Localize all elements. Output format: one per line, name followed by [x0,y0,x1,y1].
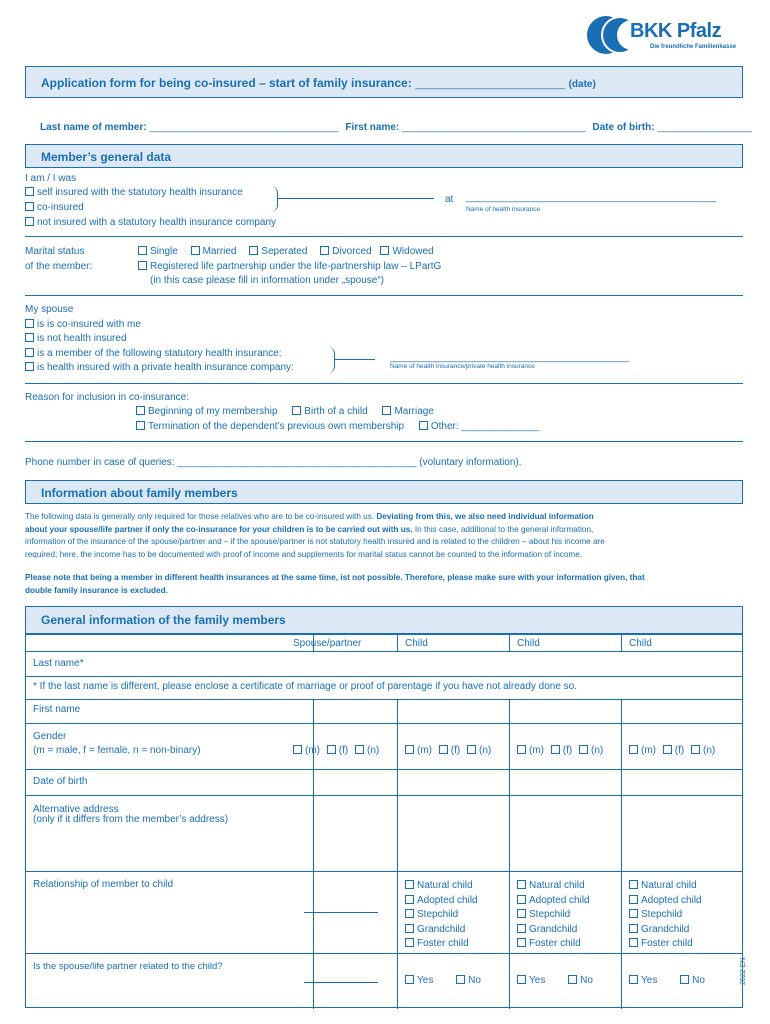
spouse-related-blank [304,982,378,983]
option-not-insured[interactable]: not insured with a statutory health insurance company [25,217,276,228]
checkbox[interactable] [629,880,638,889]
general-data-header [25,144,743,168]
reason-heading: Reason for inclusion in co-insurance: [25,392,189,403]
row-label-first-name: First name [33,704,81,715]
checkbox[interactable] [25,362,34,371]
checkbox-yes[interactable] [629,975,638,984]
family-members-table [25,634,743,1008]
checkbox-n[interactable] [355,745,364,754]
spouse-relationship-blank [304,912,378,913]
phone-label: Phone number in case of queries: [25,457,175,468]
row-label-related: Is the spouse/life partner related to the child? [33,961,223,972]
row-label-relationship: Relationship of member to child [33,879,174,890]
option-co-insured[interactable]: co-insured [25,202,84,213]
checkbox[interactable] [191,246,200,255]
checkbox-n[interactable] [467,745,476,754]
checkbox[interactable] [25,348,34,357]
first-name-label: First name: [345,122,400,133]
row-label-gender: Gender [33,731,67,742]
bracket-line [278,198,434,199]
checkbox[interactable] [138,246,147,255]
related-options-child-2: Yes No [517,975,593,986]
checkbox-m[interactable] [517,745,526,754]
start-date-field[interactable]: ___________________________ [415,79,566,90]
gender-options-spouse: (m) (f) (n) [293,745,379,756]
relationship-options-child-2: Natural child Adopted child Stepchild Grandchild Foster child [517,879,590,952]
checkbox-m[interactable] [293,745,302,754]
gender-options-child-3: (m) (f) (n) [629,745,715,756]
checkbox-no[interactable] [456,975,465,984]
related-options-child-1: Yes No [405,975,481,986]
member-last-name-field[interactable]: __________________________________ [149,122,339,133]
checkbox-f[interactable] [551,745,560,754]
divider [25,441,743,442]
checkbox[interactable] [629,924,638,933]
logo-text: BKK Pfalz [630,20,722,42]
row-label-alt-address-note: (only if it differs from the member’s address) [33,814,229,825]
checkbox[interactable] [405,938,414,947]
divider [25,295,743,296]
checkbox-f[interactable] [663,745,672,754]
family-table-heading: General information of the family members [41,613,286,627]
checkbox[interactable] [292,406,301,415]
checkbox[interactable] [136,406,145,415]
form-code: 2022 EN [740,957,747,985]
checkbox[interactable] [517,880,526,889]
checkbox-m[interactable] [405,745,414,754]
checkbox-yes[interactable] [517,975,526,984]
reason-beginning-membership[interactable]: Beginning of my membership [136,406,278,417]
last-name-label: Last name of member: [40,122,147,133]
checkbox[interactable] [25,217,34,226]
checkbox[interactable] [405,909,414,918]
family-info-heading: Information about family members [41,486,238,500]
option-life-partnership[interactable]: Registered life partnership under the life-partnership law – LPartG [138,261,441,272]
checkbox[interactable] [517,909,526,918]
marital-status-label: Marital status [25,246,85,257]
column-header-spouse: Spouse/partner [293,638,362,649]
reason-other[interactable]: Other: [419,421,459,432]
divider [25,383,743,384]
checkbox[interactable] [136,421,145,430]
checkbox-yes[interactable] [405,975,414,984]
option-single[interactable]: Single [138,246,178,257]
reason-marriage[interactable]: Marriage [382,406,433,417]
option-married[interactable]: Married [191,246,237,257]
spouse-insurance-caption: Name of health insurance/private health insurance [390,363,535,370]
date-label: (date) [568,79,596,90]
column-header-child-3: Child [629,638,652,649]
spouse-option-co-insured[interactable]: is is co-insured with me [25,319,141,330]
phone-field[interactable]: ___________________________________________ [177,457,417,468]
checkbox[interactable] [405,880,414,889]
checkbox-f[interactable] [327,745,336,754]
option-widowed[interactable]: Widowed [380,246,433,257]
checkbox[interactable] [419,421,428,430]
health-insurance-caption: Name of health insurance [466,206,541,213]
checkbox-f[interactable] [439,745,448,754]
phone-note: (voluntary information). [419,457,522,468]
form-title [41,76,596,90]
checkbox[interactable] [629,938,638,947]
option-seperated[interactable]: Seperated [249,246,307,257]
checkbox[interactable] [320,246,329,255]
row-label-gender-legend: (m = male, f = female, n = non-binary) [33,745,201,756]
spouse-option-not-insured[interactable]: is not health insured [25,333,127,344]
column-header-child-1: Child [405,638,428,649]
checkbox-n[interactable] [691,745,700,754]
checkbox[interactable] [25,187,34,196]
gender-options-child-1: (m) (f) (n) [405,745,491,756]
checkbox[interactable] [629,895,638,904]
family-table-header [25,606,743,634]
checkbox-n[interactable] [579,745,588,754]
checkbox[interactable] [405,895,414,904]
form-title-text: Application form for being co-insured – start of family insurance: [41,76,412,90]
checkbox-m[interactable] [629,745,638,754]
reason-options-row-2 [136,421,539,432]
at-label: at [445,194,454,205]
double-insurance-note: Please note that being a member in different health insurances at the same time, ist not possible. Therefore, please make sure with your information given, that double family insurance is excluded. [25,573,645,595]
row-label-dob: Date of birth [33,776,88,787]
spouse-option-statutory[interactable]: is a member of the following statutory health insurance: [25,348,282,359]
spouse-option-private[interactable]: is health insured with a private health insurance company: [25,362,294,373]
checkbox[interactable] [405,924,414,933]
checkbox[interactable] [249,246,258,255]
marital-status-label-2: of the member: [25,261,93,272]
i-am-label: I am / I was [25,173,77,184]
spouse-insurance-field[interactable]: ___________________________________________ [390,352,630,363]
marital-options [138,246,434,257]
row-label-alt-address: Alternative address [33,804,119,815]
checkbox[interactable] [25,319,34,328]
reason-other-field[interactable]: ______________ [461,421,540,432]
member-first-name-field[interactable]: _________________________________ [402,122,586,133]
member-dob-field[interactable]: _________________ [657,122,752,133]
row-label-last-name: Last name* [33,658,84,669]
checkbox[interactable] [517,895,526,904]
column-header-child-2: Child [517,638,540,649]
relationship-options-child-1: Natural child Adopted child Stepchild Grandchild Foster child [405,879,478,952]
gender-options-child-2: (m) (f) (n) [517,745,603,756]
divider [25,236,743,237]
checkbox[interactable] [380,246,389,255]
checkbox[interactable] [517,924,526,933]
bracket-line [335,359,375,360]
partnership-note: (in this case please fill in information under „spouse“) [150,275,384,286]
reason-birth-of-child[interactable]: Birth of a child [292,406,367,417]
dob-label: Date of birth: [592,122,655,133]
general-data-heading: Member’s general data [41,150,172,164]
member-line [40,122,752,133]
checkbox[interactable] [629,909,638,918]
checkbox[interactable] [25,202,34,211]
health-insurance-name-field[interactable]: _____________________________________________ [466,192,717,203]
option-divorced[interactable]: Divorced [320,246,371,257]
last-name-footnote: * If the last name is different, please enclose a certificate of marriage or proof of parentage if you have not already done so. [33,681,578,692]
related-options-child-3: Yes No [629,975,705,986]
option-self-insured[interactable]: self insured with the statutory health insurance [25,187,243,198]
checkbox-no[interactable] [680,975,689,984]
phone-line [25,457,522,468]
family-info-header [25,480,743,504]
reason-options-row-1 [136,406,434,417]
checkbox[interactable] [382,406,391,415]
family-info-paragraph: The following data is generally only required for those relatives who are to be co-insured with us. Deviating from this, we also need individual information about your spouse/life partner if only the co-insurance for your children is to be carried out with us. In this case, additional to the general information, information of the insurance of the spouse/partner and – if the spouse/partner is not statutory health insured and is related to the children – about his income are required; here, the income has to be documented with proof of income and supplements for marital status cannot be counted to the information of income. [25,512,605,559]
bracket [270,186,278,212]
title-box [25,66,743,98]
reason-termination[interactable]: Termination of the dependent’s previous own membership [136,421,404,432]
checkbox[interactable] [138,261,147,270]
checkbox-no[interactable] [568,975,577,984]
checkbox[interactable] [517,938,526,947]
relationship-options-child-3: Natural child Adopted child Stepchild Grandchild Foster child [629,879,702,952]
spouse-heading: My spouse [25,304,74,315]
bracket [327,347,335,373]
logo-tagline: Die freundliche Familienkasse [650,44,737,50]
bkk-pfalz-logo [586,14,746,56]
checkbox[interactable] [25,333,34,342]
